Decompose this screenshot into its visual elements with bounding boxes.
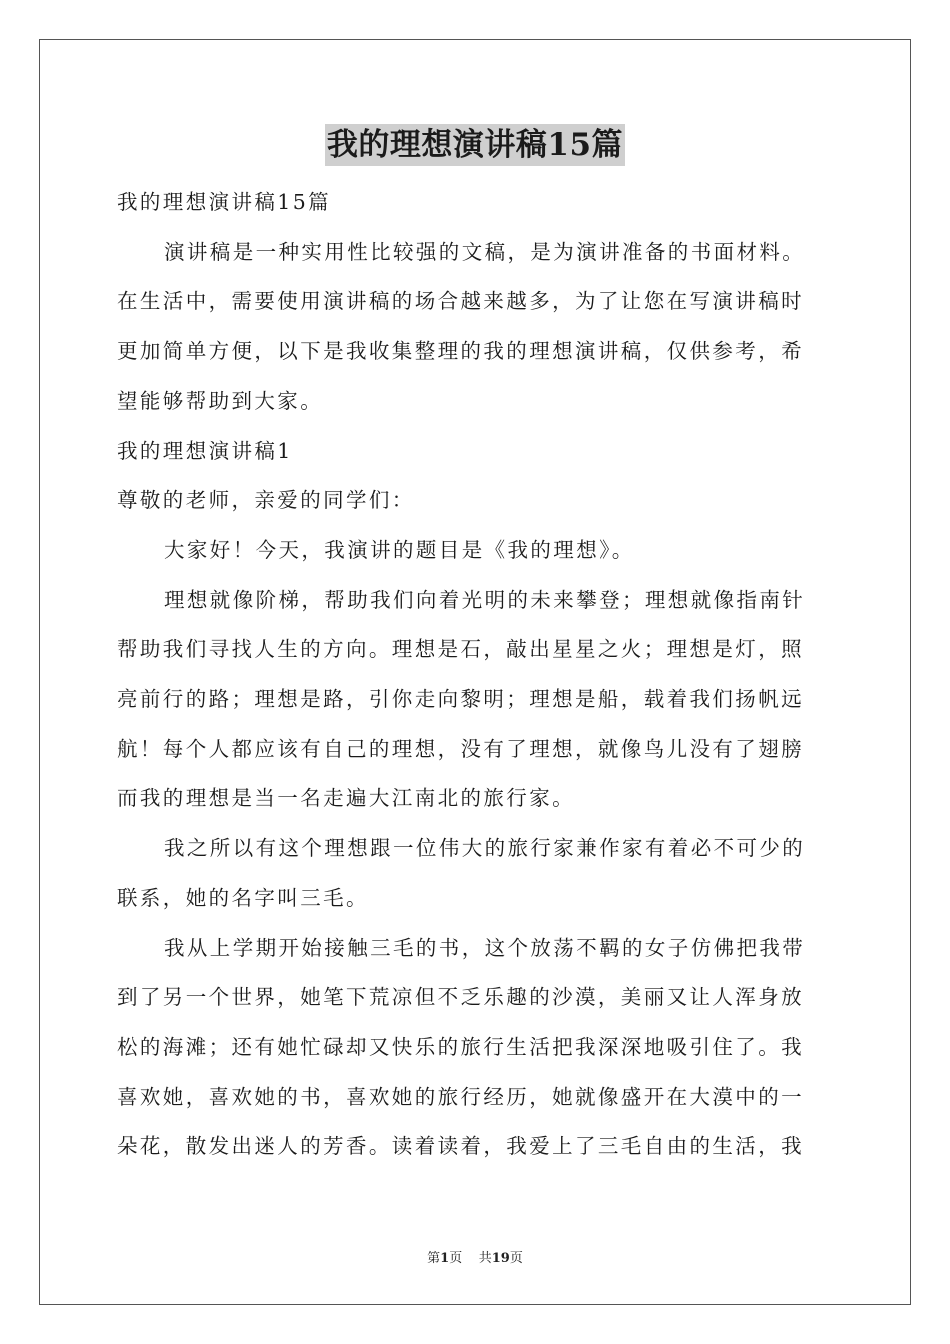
text-line: 我的理想演讲稿15篇 bbox=[117, 190, 332, 214]
text-line: 大家好！今天，我演讲的题目是《我的理想》。 bbox=[164, 537, 635, 562]
text-line: 航！每个人都应该有自己的理想，没有了理想，就像鸟儿没有了翅膀 bbox=[117, 736, 804, 761]
page-number: 1 bbox=[440, 1251, 450, 1266]
total-pages: 19 bbox=[491, 1251, 510, 1266]
text-line: 而我的理想是当一名走遍大江南北的旅行家。 bbox=[117, 786, 575, 811]
text-line: 亮前行的路；理想是路，引你走向黎明；理想是船，载着我们扬帆远 bbox=[117, 687, 804, 712]
text-line: 朵花，散发出迷人的芳香。读着读着，我爱上了三毛自由的生活，我 bbox=[117, 1134, 804, 1159]
document-title: 我的理想演讲稿15篇 bbox=[325, 124, 625, 166]
text-line: 尊敬的老师，亲爱的同学们： bbox=[117, 488, 415, 513]
page-footer bbox=[0, 1247, 950, 1266]
text-line: 演讲稿是一种实用性比较强的文稿，是为演讲准备的书面材料。 bbox=[164, 239, 806, 264]
document-body bbox=[117, 178, 833, 1172]
text-line: 更加简单方便，以下是我收集整理的我的理想演讲稿，仅供参考，希 bbox=[117, 339, 804, 364]
text-line: 到了另一个世界，她笔下荒凉但不乏乐趣的沙漠，美丽又让人浑身放 bbox=[117, 985, 804, 1010]
text-line: 松的海滩；还有她忙碌却又快乐的旅行生活把我深深地吸引住了。我 bbox=[117, 1034, 804, 1059]
total-suffix: 页 bbox=[509, 1251, 523, 1266]
text-line: 我从上学期开始接触三毛的书，这个放荡不羁的女子仿佛把我带 bbox=[164, 935, 806, 960]
title-block bbox=[0, 124, 950, 166]
text-line: 望能够帮助到大家。 bbox=[117, 388, 324, 413]
text-line: 理想就像阶梯，帮助我们向着光明的未来攀登；理想就像指南针 bbox=[164, 587, 806, 612]
text-line: 我之所以有这个理想跟一位伟大的旅行家兼作家有着必不可少的 bbox=[164, 836, 806, 861]
text-line: 在生活中，需要使用演讲稿的场合越来越多，为了让您在写演讲稿时 bbox=[117, 289, 804, 314]
total-prefix: 共 bbox=[478, 1251, 492, 1266]
page-prefix: 第 bbox=[427, 1251, 441, 1266]
text-line: 帮助我们寻找人生的方向。理想是石，敲出星星之火；理想是灯，照 bbox=[117, 637, 804, 662]
page-suffix: 页 bbox=[449, 1251, 463, 1266]
text-line: 喜欢她，喜欢她的书，喜欢她的旅行经历，她就像盛开在大漠中的一 bbox=[117, 1084, 804, 1109]
text-line: 联系，她的名字叫三毛。 bbox=[117, 885, 369, 910]
text-line: 我的理想演讲稿1 bbox=[117, 438, 293, 463]
